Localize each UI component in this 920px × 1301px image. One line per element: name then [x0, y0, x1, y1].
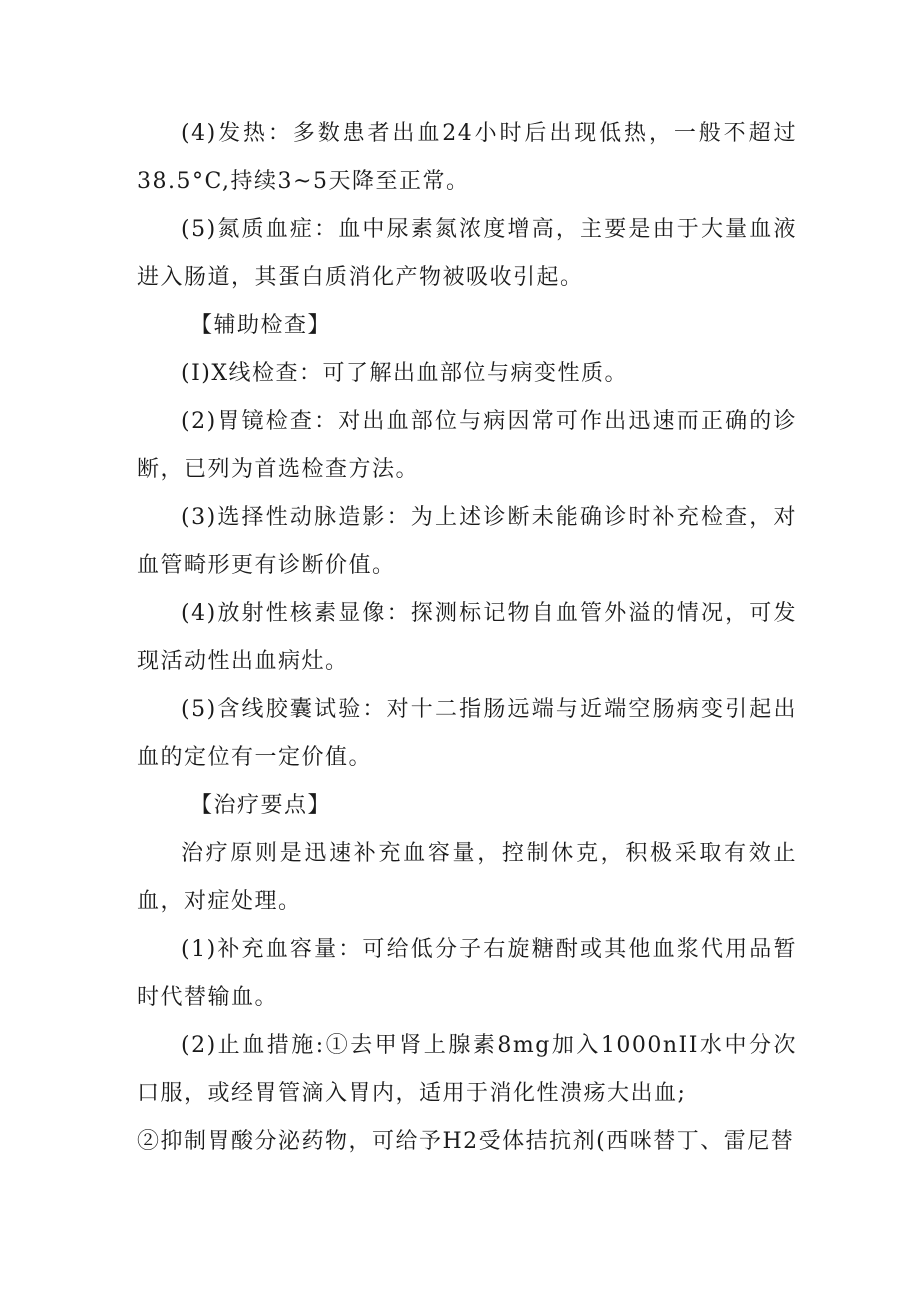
section-heading-auxiliary-exam: 【辅助检查】: [190, 313, 332, 338]
paragraph-hemostasis: (2)止血措施:①去甲肾上腺素8mg加入1000nII水中分次口服，或经胃管滴入胃内，适用于消化性溃疡大出血;: [137, 1033, 797, 1106]
document-body: [137, 110, 797, 1166]
paragraph-radionuclide: (4)放射性核素显像：探测标记物自血管外溢的情况，可发现活动性出血病灶。: [137, 601, 797, 674]
paragraph-treatment-principle: 治疗原则是迅速补充血容量，控制休克，积极采取有效止血，对症处理。: [137, 841, 797, 914]
section-heading-treatment: 【治疗要点】: [190, 793, 332, 818]
paragraph-blood-volume: (1)补充血容量：可给低分子右旋糖酎或其他血浆代用品暂时代替输血。: [137, 937, 797, 1010]
paragraph-angiography: (3)选择性动脉造影：为上述诊断未能确诊时补充检查，对血管畸形更有诊断价值。: [137, 505, 797, 578]
paragraph-capsule-test: (5)含线胶囊试验：对十二指肠远端与近端空肠病变引起出血的定位有一定价值。: [137, 697, 797, 770]
paragraph-gastroscopy: (2)胃镜检查：对出血部位与病因常可作出迅速而正确的诊断，已列为首选检查方法。: [137, 409, 797, 482]
paragraph-xray: (I)X线检查：可了解出血部位与病变性质。: [181, 361, 629, 386]
paragraph-azotemia: (5)氮质血症：血中尿素氮浓度增高，主要是由于大量血液进入肠道，其蛋白质消化产物被吸收引起。: [137, 217, 797, 290]
paragraph-acid-suppression: ②抑制胃酸分泌药物，可给予H2受体拮抗剂(西咪替丁、雷尼替: [137, 1129, 795, 1154]
paragraph-fever: (4)发热：多数患者出血24小时后出现低热，一般不超过38.5°C,持续3~5天降至正常。: [137, 121, 797, 194]
